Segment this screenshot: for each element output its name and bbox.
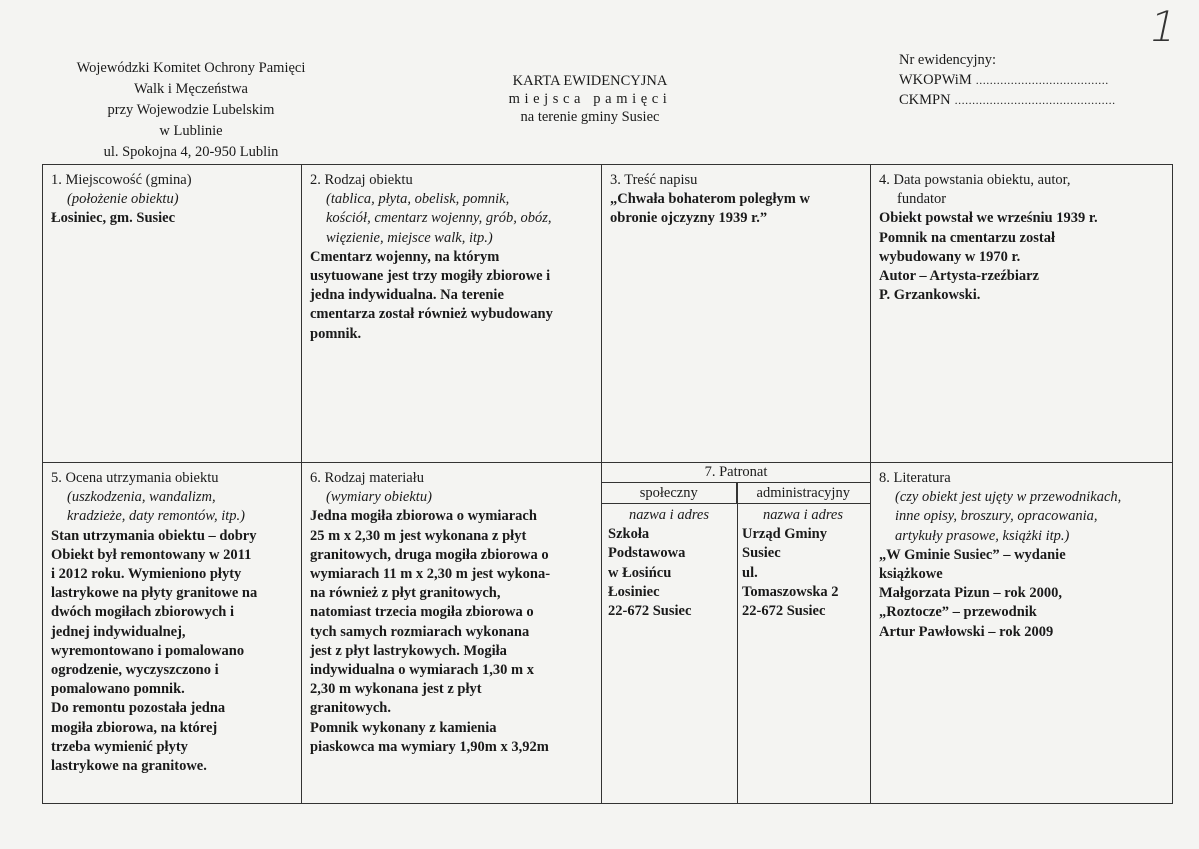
evid-line [899,90,1159,110]
cell-hint: kradzieże, daty remontów, itp.) [67,508,246,525]
cell-content-line: lastrykowe na płyty granitowe na [51,585,258,602]
evid-line [899,70,1159,90]
patronage-social-heading: społeczny [602,483,737,503]
org-line: przy Wojewodzie Lubelskim [107,102,275,118]
evid-line-label: CKMPN [899,92,951,108]
evid-line-dots: ...................................... [975,73,1109,87]
cell-hint: kościół, cmentarz wojenny, grób, obóz, [326,210,552,227]
cell-heading: 7. Patronat [602,463,870,483]
title-line: miejsca pamięci [508,91,672,107]
cell-heading: 4. Data powstania obiektu, autor, [879,172,1071,188]
evid-line-dots: .............................................. [954,93,1116,107]
cell-hint: (tablica, płyta, obelisk, pomnik, [326,191,510,208]
cell-content-line: mogiła zbiorowa, na której [51,719,218,736]
cell-content-line: Łosiniec, gm. Susiec [51,210,176,227]
cell-condition [43,463,302,803]
cell-content-line: P. Grzankowski. [879,287,981,304]
cell-content-line: jest z płyt lastrykowych. Mogiła [310,642,507,659]
cell-content-line: Pomnik wykonany z kamienia [310,719,497,736]
cell-content-line: Łosiniec [608,583,660,600]
cell-content-line: natomiast trzecia mogiła zbiorowa o [310,604,534,621]
cell-content-line: dwóch mogiłach zbiorowych i [51,604,234,621]
cell-content-line: trzeba wymienić płyty [51,738,188,755]
cell-hint: więzienie, miejsce walk, itp.) [326,229,493,246]
org-line: ul. Spokojna 4, 20-950 Lublin [103,144,279,160]
cell-hint: nazwa i adres [762,507,844,523]
cell-content-line: w Łosińcu [608,564,672,581]
registration-number [899,50,1159,110]
cell-content-line: książkowe [879,566,943,583]
page-number: 1 [1145,2,1183,51]
cell-content-line: Autor – Artysta-rzeźbiarz [879,268,1039,285]
cell-locality [43,165,302,462]
cell-content-line: Stan utrzymania obiektu – dobry [51,527,257,544]
cell-creation-date [871,165,1172,462]
cell-content-line: indywidualna o wymiarach 1,30 m x [310,662,534,679]
cell-content-line: Susiec [742,545,781,562]
cell-content-line: 2,30 m wykonana jest z płyt [310,681,482,698]
cell-content-line: pomalowano pomnik. [51,681,185,698]
cell-hint: inne opisy, broszury, opracowania, [895,508,1098,525]
cell-hint: (uszkodzenia, wandalizm, [67,489,216,506]
cell-content-line: Jedna mogiła zbiorowa o wymiarach [310,508,537,525]
cell-content-line: 22-672 Susiec [608,603,692,620]
cell-content-line: lastrykowe na granitowe. [51,758,207,775]
cell-heading: 5. Ocena utrzymania obiektu [51,470,219,486]
cell-content-line: 25 m x 2,30 m jest wykonana z płyt [310,527,527,544]
cell-heading: 8. Literatura [879,470,951,486]
evid-label: Nr ewidencyjny: [899,52,997,68]
org-line: Wojewódzki Komitet Ochrony Pamięci [76,60,306,76]
cell-content-line: Pomnik na cmentarzu został [879,229,1055,246]
cell-content-line: granitowych, druga mogiła zbiorowa o [310,546,549,563]
cell-content-line: Do remontu pozostała jedna [51,700,226,717]
cell-hint: (wymiary obiektu) [326,489,432,506]
cell-content-line: obronie ojczyzny 1939 r.” [610,210,768,227]
cell-heading: 2. Rodzaj obiektu [310,172,413,188]
cell-hint: nazwa i adres [628,507,710,523]
cell-heading: 6. Rodzaj materiału [310,470,424,486]
organization-header [46,58,336,163]
title-line: na terenie gminy Susiec [520,109,660,125]
cell-content-line: piaskowca ma wymiary 1,90m x 3,92m [310,738,549,755]
cell-content-line: pomnik. [310,325,362,342]
cell-content-line: 22-672 Susiec [742,603,826,620]
patronage-subheader [602,483,870,504]
cell-hint: artykuły prasowe, książki itp.) [895,527,1070,544]
cell-patronage [602,463,871,803]
cell-heading: 1. Miejscowość (gmina) [51,172,192,188]
org-line: w Lublinie [159,123,223,139]
record-table [42,164,1173,804]
cell-content-line: „Chwała bohaterom poległym w [610,191,810,208]
cell-content-line: granitowych. [310,700,391,717]
patronage-social [602,504,736,623]
cell-content-line: Małgorzata Pizun – rok 2000, [879,585,1062,602]
org-line: Walk i Męczeństwa [134,81,248,97]
cell-heading: fundator [897,191,947,208]
cell-content-line: Obiekt powstał we wrześniu 1939 r. [879,210,1098,227]
cell-literature [871,463,1172,803]
cell-content-line: jedna indywidualna. Na terenie [310,287,504,304]
cell-content-line: i 2012 roku. Wymieniono płyty [51,566,242,583]
cell-content-line: wymiarach 11 m x 2,30 m jest wykona- [310,566,551,583]
cell-hint: (czy obiekt jest ujęty w przewodnikach, [895,489,1122,506]
cell-hint: (położenie obiektu) [67,191,179,208]
patronage-admin-heading: administracyjny [756,485,850,501]
patronage-admin [736,504,870,623]
cell-content-line: wyremontowano i pomalowano [51,642,245,659]
cell-content-line: Artur Pawłowski – rok 2009 [879,623,1054,640]
cell-content-line: na również z płyt granitowych, [310,585,501,602]
cell-content-line: Szkoła [608,526,650,543]
cell-content-line: tych samych rozmiarach wykonana [310,623,530,640]
document-title [480,72,700,126]
cell-object-type [302,165,602,462]
cell-content-line: Cmentarz wojenny, na którym [310,248,500,265]
cell-content-line: usytuowane jest trzy mogiły zbiorowe i [310,268,551,285]
cell-heading: 3. Treść napisu [610,172,698,188]
evid-line-label: WKOPWiM [899,72,972,88]
cell-content-line: ul. [742,564,758,581]
cell-content-line: Tomaszowska 2 [742,583,839,600]
cell-content-line: cmentarza został również wybudowany [310,306,553,323]
cell-content-line: „Roztocze” – przewodnik [879,604,1037,621]
cell-content-line: wybudowany w 1970 r. [879,248,1021,265]
cell-content-line: jednej indywidualnej, [51,623,186,640]
cell-content-line: Obiekt był remontowany w 2011 [51,546,252,563]
title-line: KARTA EWIDENCYJNA [512,73,668,89]
cell-content-line: Podstawowa [608,545,686,562]
cell-content-line: „W Gminie Susiec” – wydanie [879,546,1066,563]
column-divider [737,482,738,803]
cell-content-line: Urząd Gminy [742,526,827,543]
cell-material [302,463,602,803]
cell-content-line: ogrodzenie, wyczyszczono i [51,662,219,679]
cell-inscription [602,165,871,462]
patronage-columns [602,504,870,623]
